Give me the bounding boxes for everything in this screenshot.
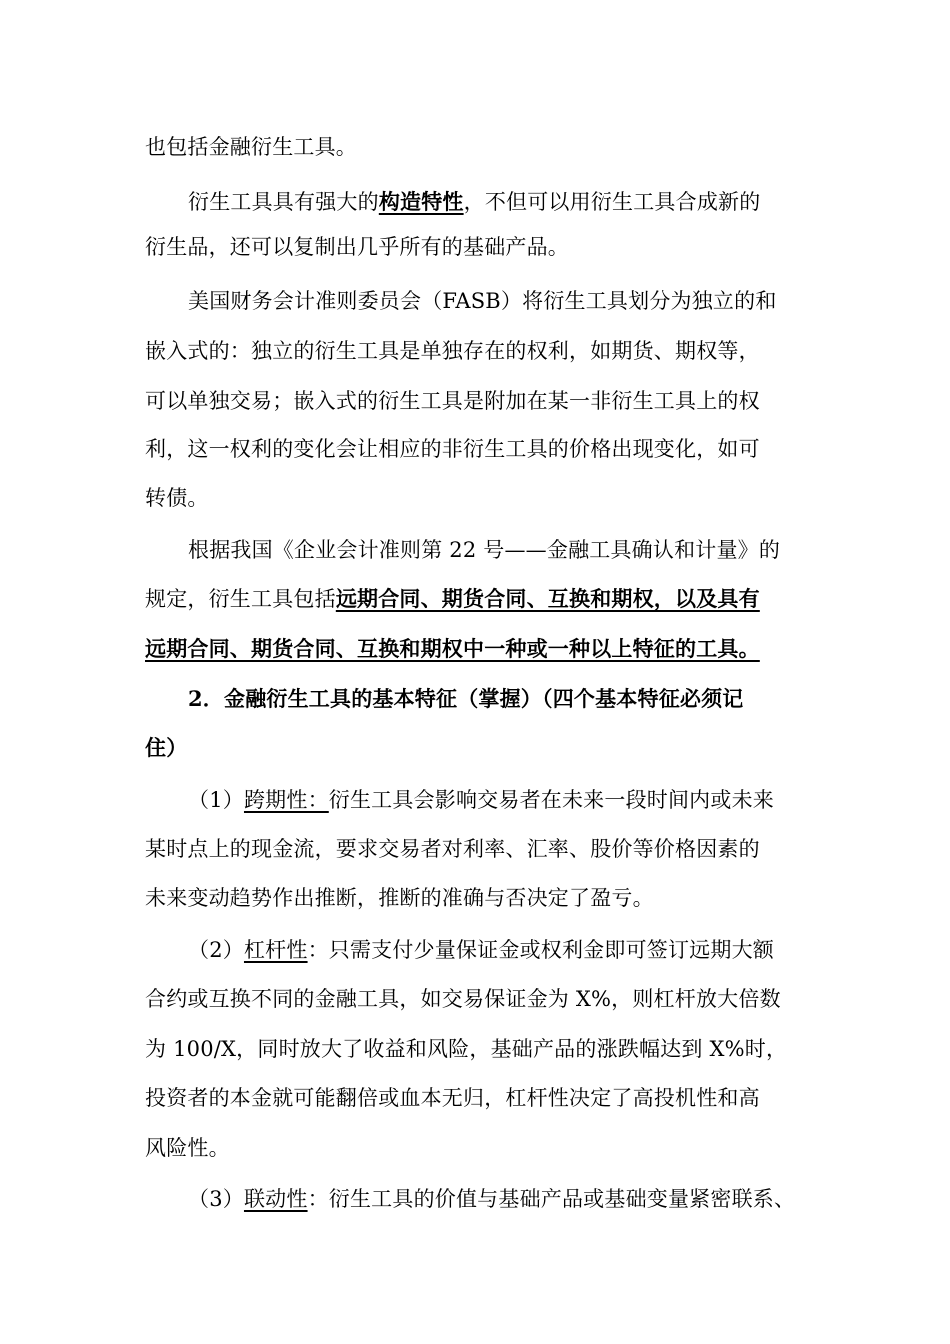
text-span: 某时点上的现金流，要求交易者对利率、汇率、股价等价格因素的 (145, 837, 760, 861)
text-span: 风险性。 (145, 1136, 230, 1160)
text-span: 利，这一权利的变化会让相应的非衍生工具的价格出现变化，如可 (145, 437, 760, 461)
emphasis-term: 远期合同、期货合同、互换和期权，以及具有 (335, 586, 760, 611)
text-span: 投资者的本金就可能翻倍或血本无归，杠杆性决定了高投机性和高 (145, 1086, 760, 1110)
text-span: （1） (188, 788, 244, 812)
text-line (188, 1184, 795, 1214)
text-line (145, 386, 760, 416)
text-span: 可以单独交易；嵌入式的衍生工具是附加在某一非衍生工具上的权 (145, 389, 760, 413)
text-line (145, 584, 760, 614)
text-span: ：只需支付少量保证金或权利金即可签订远期大额 (307, 938, 774, 962)
text-span: 衍生工具会影响交易者在未来一段时间内或未来 (328, 788, 774, 812)
text-span: （3） (188, 1187, 244, 1211)
text-span: ：衍生工具的价值与基础产品或基础变量紧密联系、 (307, 1187, 796, 1211)
text-line (145, 1083, 760, 1113)
text-span: （2） (188, 938, 244, 962)
text-span: 衍生品，还可以复制出几乎所有的基础产品。 (145, 235, 569, 259)
text-line (188, 187, 760, 217)
text-line (145, 483, 209, 513)
text-span: 嵌入式的：独立的衍生工具是单独存在的权利，如期货、期权等， (145, 339, 760, 363)
text-line (188, 535, 780, 565)
emphasis-term: 远期合同、期货合同、互换和期权中一种或一种以上特征的工具。 (145, 636, 760, 661)
text-span: 合约或互换不同的金融工具，如交易保证金为 X%，则杠杆放大倍数 (145, 987, 781, 1011)
text-line (145, 634, 760, 664)
text-span: 衍生工具具有强大的 (188, 190, 379, 214)
text-line (188, 286, 777, 316)
text-line (145, 232, 569, 262)
text-span: 根据我国《企业会计准则第 22 号——金融工具确认和计量》的 (188, 538, 781, 562)
text-span: 为 100/X，同时放大了收益和风险，基础产品的涨跌幅达到 X%时， (145, 1037, 788, 1061)
text-line (145, 1133, 230, 1163)
heading-text: 住） (145, 735, 188, 760)
text-line (188, 935, 774, 965)
text-span: 也包括金融衍生工具。 (145, 135, 357, 159)
text-span: 规定，衍生工具包括 (145, 587, 336, 611)
section-heading (145, 733, 187, 763)
feature-term: 联动性 (243, 1187, 308, 1211)
text-line (145, 434, 760, 464)
text-span: ，不但可以用衍生工具合成新的 (463, 190, 761, 214)
text-line (145, 336, 760, 366)
heading-text: 2．金融衍生工具的基本特征（掌握）（四个基本特征必须记 (188, 686, 744, 711)
emphasis-term: 构造特性 (378, 189, 464, 214)
text-line (145, 984, 781, 1014)
text-span: 转债。 (145, 486, 209, 510)
text-line (145, 1034, 787, 1064)
feature-term: 杠杆性 (243, 938, 308, 962)
feature-term: 跨期性： (243, 788, 329, 812)
text-line (145, 132, 357, 162)
text-line (145, 834, 760, 864)
text-line (145, 883, 654, 913)
text-span: 未来变动趋势作出推断，推断的准确与否决定了盈亏。 (145, 886, 654, 910)
section-heading (188, 684, 744, 714)
text-span: 美国财务会计准则委员会（FASB）将衍生工具划分为独立的和 (188, 289, 777, 313)
text-line (188, 785, 774, 815)
